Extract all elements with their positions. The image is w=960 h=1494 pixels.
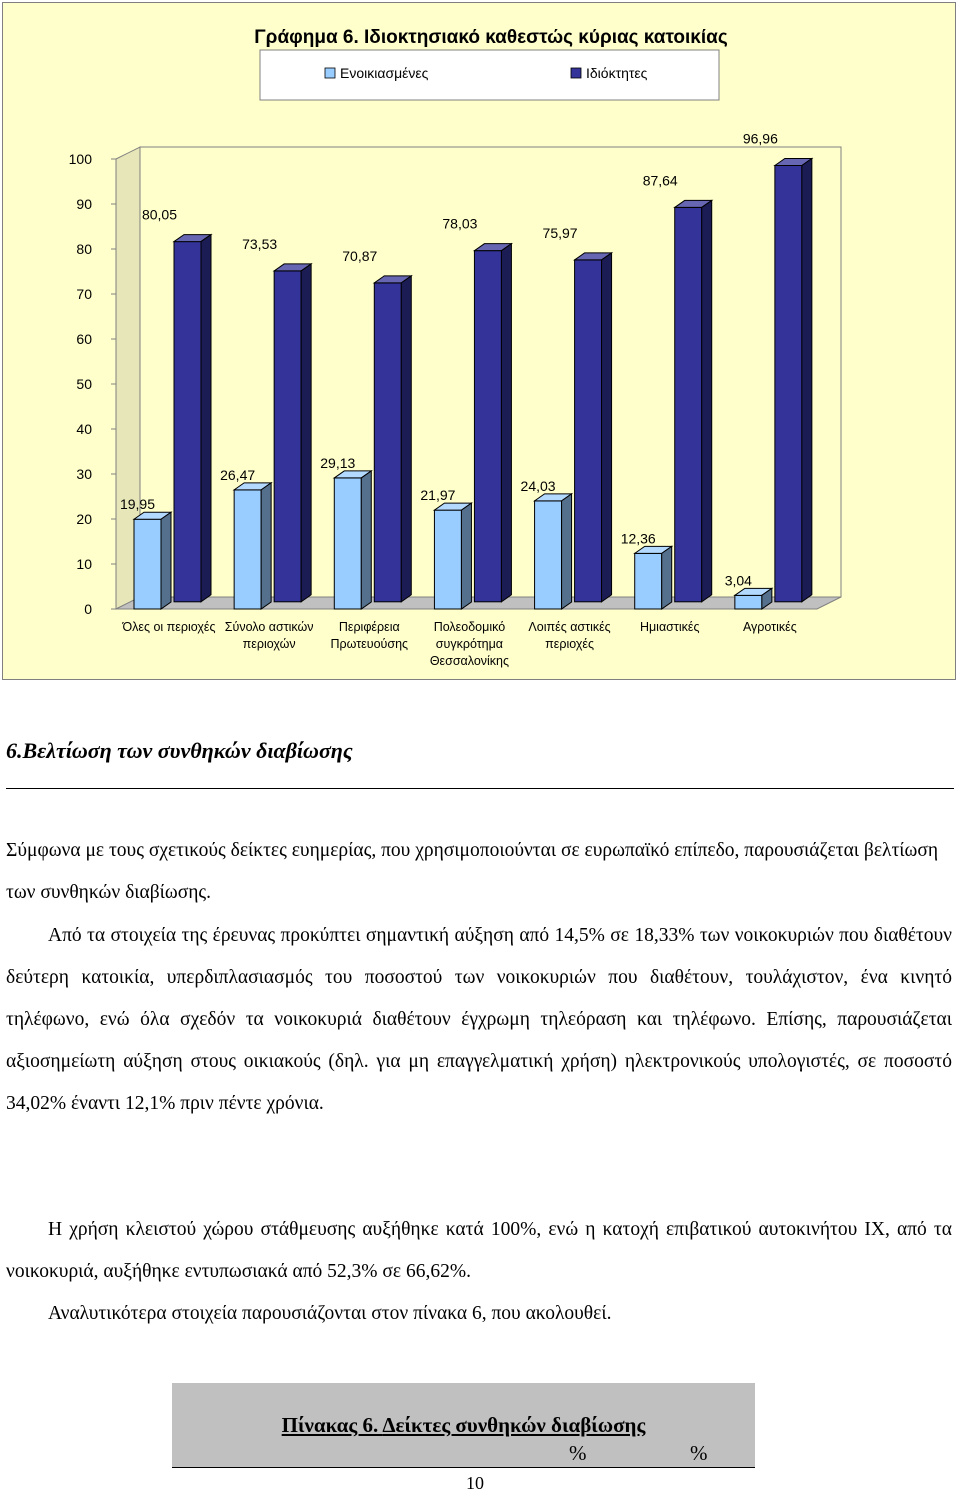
bar-side-1-2: [401, 276, 411, 602]
data-label-0-1: 26,47: [220, 466, 256, 483]
table-title-text: Δείκτες συνθηκών διαβίωσης: [382, 1413, 646, 1437]
data-label-1-6: 96,96: [742, 130, 778, 147]
bar-1-1: [274, 271, 301, 602]
data-label-0-5: 12,36: [620, 530, 656, 547]
paragraph-2: Από τα στοιχεία της έρευνας προκύπτει σημαντική αύξηση από 14,5% σε 18,33% των νοικοκυριών που διαθέτουν δεύτερη κατοικία, υπερδιπλασιασμός του ποσοστού των νοικοκυριών που διαθέτουν, τουλάχιστον, ένα κινητό τηλέφωνο, ενώ όλα σχεδόν τα νοικοκυριά διαθέτουν έγχρωμη τηλεόραση και τηλέφωνο. Επίσης, παρουσιάζεται αξιοσημείωτη αύξηση στους οικιακούς (δηλ. για μη επαγγελματική χρήση) ηλεκτρονικούς υπολογιστές, σε ποσοστό 34,02% έναντι 12,1% πριν πέντε χρόνια.: [6, 925, 952, 1114]
paragraph-3: Η χρήση κλειστού χώρου στάθμευσης αυξήθηκε κατά 100%, ενώ η κατοχή επιβατικού αυτοκινήτου ΙΧ, από τα νοικοκυριά, αυξήθηκε εντυπωσιακά από 52,3% σε 66,62%.: [6, 1219, 952, 1282]
legend-swatch-0: [325, 68, 335, 78]
table-title: [172, 1413, 755, 1438]
bar-0-3: [434, 510, 461, 609]
data-label-0-3: 21,97: [420, 487, 456, 504]
data-label-1-4: 75,97: [542, 224, 578, 241]
bar-side-0-2: [361, 471, 371, 609]
legend-swatch-1: [571, 68, 581, 78]
y-tick-label-9: 90: [76, 196, 92, 212]
bar-side-0-3: [461, 503, 471, 609]
bar-1-2: [374, 283, 401, 602]
category-label-2-1: Πρωτευούσης: [330, 637, 409, 651]
bar-side-0-1: [261, 483, 271, 609]
bar-side-0-5: [662, 546, 672, 609]
y-tick-label-4: 40: [76, 421, 92, 437]
category-label-3-2: Θεσσαλονίκης: [429, 654, 510, 668]
y-tick-label-8: 80: [76, 241, 92, 257]
bar-1-6: [775, 165, 802, 601]
data-label-0-6: 3,04: [724, 572, 752, 589]
bar-0-0: [134, 519, 161, 609]
category-label-4-1: περιοχές: [545, 637, 595, 651]
bar-0-4: [535, 501, 562, 609]
legend-label-0: Ενοικιασμένες: [340, 65, 429, 81]
data-label-0-4: 24,03: [520, 477, 556, 494]
category-label-0-0: Όλες οι περιοχές: [122, 620, 216, 634]
table-col2-unit: %: [690, 1441, 708, 1465]
paragraph-4: Αναλυτικότερα στοιχεία παρουσιάζονται στον πίνακα 6, που ακολουθεί.: [48, 1303, 612, 1324]
data-label-0-0: 19,95: [119, 496, 156, 513]
page-number: 10: [466, 1473, 484, 1493]
y-tick-label-5: 50: [76, 376, 92, 392]
table-header: [172, 1383, 755, 1467]
y-tick-label-3: 30: [76, 466, 92, 482]
table-col1-unit: %: [569, 1441, 587, 1465]
bar-1-0: [174, 242, 201, 602]
y-tick-label-10: 100: [68, 151, 92, 167]
bar-side-1-0: [201, 235, 211, 602]
data-label-1-3: 78,03: [442, 215, 478, 232]
bar-0-6: [735, 595, 762, 609]
y-tick-label-6: 60: [76, 331, 92, 347]
bar-side-1-6: [802, 158, 812, 601]
table-title-number: Πίνακας 6.: [281, 1413, 383, 1437]
category-label-6-0: Αγροτικές: [742, 620, 797, 634]
data-label-1-2: 70,87: [342, 247, 378, 264]
bar-0-1: [234, 490, 261, 609]
category-label-1-1: περιοχών: [242, 637, 296, 651]
bar-1-5: [675, 207, 702, 601]
bar-side-0-4: [562, 494, 572, 609]
chart-title: Γράφημα 6. Ιδιοκτησιακό καθεστώς κύριας κατοικίας: [254, 27, 728, 48]
bar-side-1-5: [702, 200, 712, 601]
legend-label-1: Ιδιόκτητες: [586, 65, 648, 81]
data-label-0-2: 29,13: [320, 454, 356, 471]
chart-container: [2, 2, 956, 680]
bar-side-0-0: [161, 512, 171, 609]
bar-1-3: [474, 251, 501, 602]
y-tick-label-1: 10: [76, 556, 92, 572]
y-tick-label-0: 0: [84, 601, 92, 617]
table-bottom-divider: [172, 1467, 755, 1468]
y-tick-label-7: 70: [76, 286, 92, 302]
data-label-1-5: 87,64: [642, 172, 678, 189]
bar-chart: [3, 3, 957, 681]
category-label-3-1: συγκρότημα: [435, 637, 504, 651]
heading-divider: [6, 788, 954, 789]
category-label-5-0: Ημιαστικές: [639, 620, 700, 634]
bar-0-2: [334, 478, 361, 609]
bar-side-1-3: [501, 244, 511, 602]
y-tick-label-2: 20: [76, 511, 92, 527]
paragraph-1: Σύμφωνα με τους σχετικούς δείκτες ευημερίας, που χρησιμοποιούνται σε ευρωπαϊκό επίπεδο, παρουσιάζεται βελτίωση των συνθηκών διαβίωσης.: [6, 840, 939, 903]
data-label-1-0: 80,05: [141, 206, 178, 223]
section-heading: 6.Βελτίωση των συνθηκών διαβίωσης: [6, 738, 353, 763]
category-label-3-0: Πολεοδομικό: [433, 620, 506, 634]
bar-1-4: [575, 260, 602, 602]
bar-side-1-1: [301, 264, 311, 602]
category-label-2-0: Περιφέρεια: [338, 620, 400, 634]
category-label-4-0: Λοιπές αστικές: [528, 620, 611, 634]
bar-0-5: [635, 553, 662, 609]
bar-side-1-4: [602, 253, 612, 602]
category-label-1-0: Σύνολο αστικών: [224, 620, 314, 634]
data-label-1-1: 73,53: [242, 235, 278, 252]
